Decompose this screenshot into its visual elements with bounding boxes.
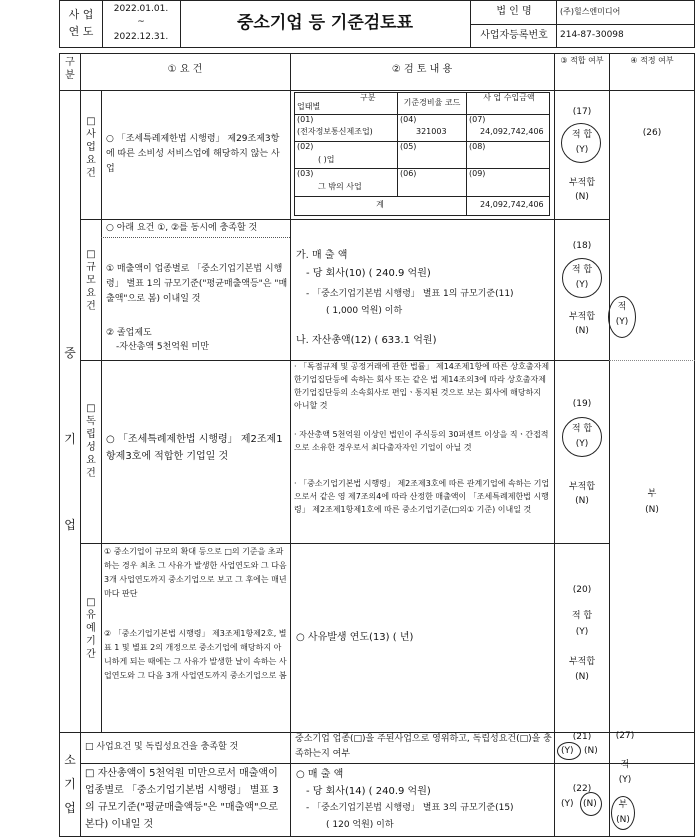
fit17-y: (Y) bbox=[575, 145, 589, 155]
fit17-n: (N) bbox=[575, 192, 589, 202]
line3-no: (03) bbox=[297, 169, 314, 178]
scale-review-a3: ( 1,000 억원) 이하 bbox=[326, 306, 403, 316]
small2-req: □ 자산총액이 5천억원 미만으로서 매출액이 업종별로 「중소기업기본법 시행령」 별표 3의 규모기준("평균매출액등"은 "매출액"으로 본다) 이내일 것 bbox=[85, 768, 279, 830]
decision-sme-y: (Y) bbox=[615, 317, 629, 327]
fit18-n: (N) bbox=[575, 326, 589, 336]
line2-no: (02) bbox=[297, 142, 314, 151]
fit18-no: (18) bbox=[572, 241, 592, 251]
line3-name: 그 밖의 사업 bbox=[318, 182, 362, 191]
fit21-y: (Y) bbox=[561, 746, 574, 756]
line3-amount-no: (09) bbox=[469, 169, 486, 178]
fit20-nolabel: 부적합 bbox=[568, 657, 596, 667]
small2-review-a1: - 당 회사(14) ( 240.9 억원) bbox=[306, 786, 431, 797]
grace-review: ○ 사유발생 연도(13) ( 년) bbox=[296, 632, 414, 643]
row-scale-req-2: ② 졸업제도 bbox=[106, 328, 152, 338]
col-requirement: ① 요 건 bbox=[167, 64, 203, 75]
fit21-n: (N) bbox=[584, 746, 598, 756]
sub-code: 기준경비율 코드 bbox=[403, 98, 461, 107]
row-business-req: ○ 「조세특례제한법 시행령」 제29조제3항에 따른 소비성 서비스업에 해당하지 않는 사업 bbox=[106, 134, 280, 174]
biz-number-value: 214-87-30098 bbox=[560, 30, 624, 40]
fit19-y: (Y) bbox=[575, 439, 589, 449]
period-sep: ~ bbox=[137, 17, 145, 27]
line1-amount-no: (07) bbox=[469, 115, 486, 124]
period-from: 2022.01.01. bbox=[113, 4, 169, 14]
fit20-yes: 적 합 bbox=[571, 611, 593, 621]
col-decision: ④ 적정 여부 bbox=[630, 56, 674, 65]
line2-amount-no: (08) bbox=[469, 142, 486, 151]
total-label: 계 bbox=[376, 200, 384, 209]
decision-indep-n: (N) bbox=[645, 505, 659, 515]
line1-code-no: (04) bbox=[400, 115, 417, 124]
fit17-yes: 적 합 bbox=[571, 130, 593, 140]
col-review: ② 검 토 내 용 bbox=[391, 64, 453, 75]
decision-small2-n: (N) bbox=[616, 815, 630, 825]
fit19-n: (N) bbox=[575, 496, 589, 506]
small2-review-a2: - 「중소기업기본법 시행령」 별표 3의 규모기준(15) bbox=[306, 803, 514, 813]
fit18-yes: 적 합 bbox=[571, 265, 593, 275]
sub-type: 업태별 bbox=[297, 102, 321, 111]
decision-small-y: (Y) bbox=[618, 775, 632, 785]
scale-review-a: 가. 매 출 액 bbox=[296, 250, 348, 261]
line1-code: 321003 bbox=[416, 127, 447, 136]
corp-name-label: 법 인 명 bbox=[496, 6, 532, 17]
line1-no: (01) bbox=[297, 115, 314, 124]
row-scale-req-2b: -자산총액 5천억원 미만 bbox=[116, 342, 209, 352]
indep-review-1: · 「독점규제 및 공정거래에 관한 법률」 제14조제1항에 따른 상호출자제한기업집단등에 속하는 회사 또는 같은 법 제14조의3에 따라 상호출자제한기업집단등의 소속회사로 편입ㆍ통지된 것으로 보는 회사에 해당하지 아니할 것 bbox=[294, 362, 550, 410]
fit18-nolabel: 부적합 bbox=[568, 312, 596, 322]
sub-revenue: 사 업 수입금액 bbox=[483, 93, 535, 102]
fit20-no: (20) bbox=[572, 585, 592, 595]
decision-sme-top: 적 bbox=[617, 302, 627, 312]
row-business-label: □ 사업요건 bbox=[86, 116, 96, 179]
grace-req-2: ② 「중소기업기본법 시행령」 제3조제1항제2호, 별표 1 및 별표 2의 개정으로 중소기업에 해당하지 아니하게 되는 때에는 그 사유가 발생한 날이 속하는 사업연도와 그 다음 3개 사업연도까지 중소기업으로 봄 bbox=[104, 629, 287, 680]
row-indep-label: □ 독립성요건 bbox=[86, 403, 96, 479]
decision-small-top: 적 bbox=[620, 760, 630, 770]
line2-code-no: (05) bbox=[400, 142, 417, 151]
line1-name: (전자정보통신제조업) bbox=[297, 127, 373, 136]
fit17-nolabel: 부적합 bbox=[568, 178, 596, 188]
decision27-no: (27) bbox=[615, 731, 635, 741]
row-grace-label: □ 유예기간 bbox=[86, 597, 96, 660]
form-title: 중소기업 등 기준검토표 bbox=[236, 13, 414, 33]
corp-name-value: (주)힐스엔미디어 bbox=[560, 7, 621, 16]
row-scale-req-1: ① 매출액이 업종별로 「중소기업기본법 시행령」 별표 1의 규모기준("평균매출액등"은 "매출액"으로 봄) 이내일 것 bbox=[106, 264, 288, 304]
fit19-no: (19) bbox=[572, 399, 592, 409]
small1-review: 중소기업 업종(□)을 주된사업으로 영위하고, 독립성요건(□)을 충족하는지 여부 bbox=[295, 734, 552, 759]
sub-gubun: 구분 bbox=[360, 93, 376, 102]
fit20-y: (Y) bbox=[575, 627, 589, 637]
fit17-no: (17) bbox=[572, 107, 592, 117]
line2-name: ( )업 bbox=[318, 155, 335, 164]
line1-amount: 24,092,742,406 bbox=[480, 127, 544, 136]
fit18-y: (Y) bbox=[575, 280, 589, 290]
indep-review-3: · 「중소기업기본법 시행령」 제2조제3호에 따른 관계기업에 속하는 기업으로서 같은 영 제7조의4에 따라 산정한 매출액이 「조세특례제한법 시행령」 제2조제1항제1호에 따른 중소기업기준(□의① 기준) 이내일 것 bbox=[294, 479, 550, 514]
section-small: 소 기 업 bbox=[64, 753, 76, 815]
fit22-y: (Y) bbox=[561, 799, 574, 809]
scale-review-a2: - 「중소기업기본법 시행령」 별표 1의 규모기준(11) bbox=[306, 289, 514, 299]
fit21-no: (21) bbox=[572, 732, 592, 742]
row-indep-req: ○ 「조세특례제한법 시행령」 제2조제1항제3호에 적합한 기업일 것 bbox=[106, 434, 283, 462]
fit22-no: (22) bbox=[572, 784, 592, 794]
decision-small2-top: 부 bbox=[618, 800, 628, 810]
section-sme: 중 기 업 bbox=[64, 346, 76, 532]
decision26-no: (26) bbox=[642, 128, 662, 138]
small2-review-a: ○ 매 출 액 bbox=[296, 769, 344, 780]
small1-req: □ 사업요건 및 독립성요건을 충족할 것 bbox=[85, 742, 239, 752]
scale-review-a1: - 당 회사(10) ( 240.9 억원) bbox=[306, 268, 431, 279]
period-to: 2022.12.31. bbox=[113, 32, 169, 42]
small2-review-a3: ( 120 억원) 이하 bbox=[326, 820, 394, 830]
fit22-n: (N) bbox=[583, 799, 597, 809]
indep-review-2: · 자산총액 5천억원 이상인 법인이 주식등의 30퍼센트 이상을 직ㆍ간접적으로 소유한 경우로서 최다출자자인 기업이 아닐 것 bbox=[294, 430, 549, 452]
col-fit: ③ 적합 여부 bbox=[560, 56, 604, 65]
biz-number-label: 사업자등록번호 bbox=[480, 30, 548, 41]
grace-req-1: ① 중소기업이 규모의 확대 등으로 □의 기준을 초과하는 경우 최초 그 사유가 발생한 사업연도와 그 다음 3개 사업연도까지 중소기업으로 보고 그 후에는 매년마다 판단 bbox=[104, 547, 287, 598]
line3-code-no: (06) bbox=[400, 169, 417, 178]
fit19-yes: 적 합 bbox=[571, 424, 593, 434]
col-gubun: 구분 bbox=[65, 57, 75, 81]
fit20-n: (N) bbox=[575, 672, 589, 682]
scale-review-b: 나. 자산총액(12) ( 633.1 억원) bbox=[296, 335, 437, 346]
decision-indep-top: 부 bbox=[647, 489, 657, 499]
row-scale-req-intro: ○ 아래 요건 ①, ②를 동시에 충족할 것 bbox=[106, 223, 258, 233]
fit19-nolabel: 부적합 bbox=[568, 482, 596, 492]
period-label: 사 업 연 도 bbox=[68, 8, 94, 38]
row-scale-label: □ 규모요건 bbox=[86, 249, 96, 312]
total-amount: 24,092,742,406 bbox=[480, 200, 544, 209]
